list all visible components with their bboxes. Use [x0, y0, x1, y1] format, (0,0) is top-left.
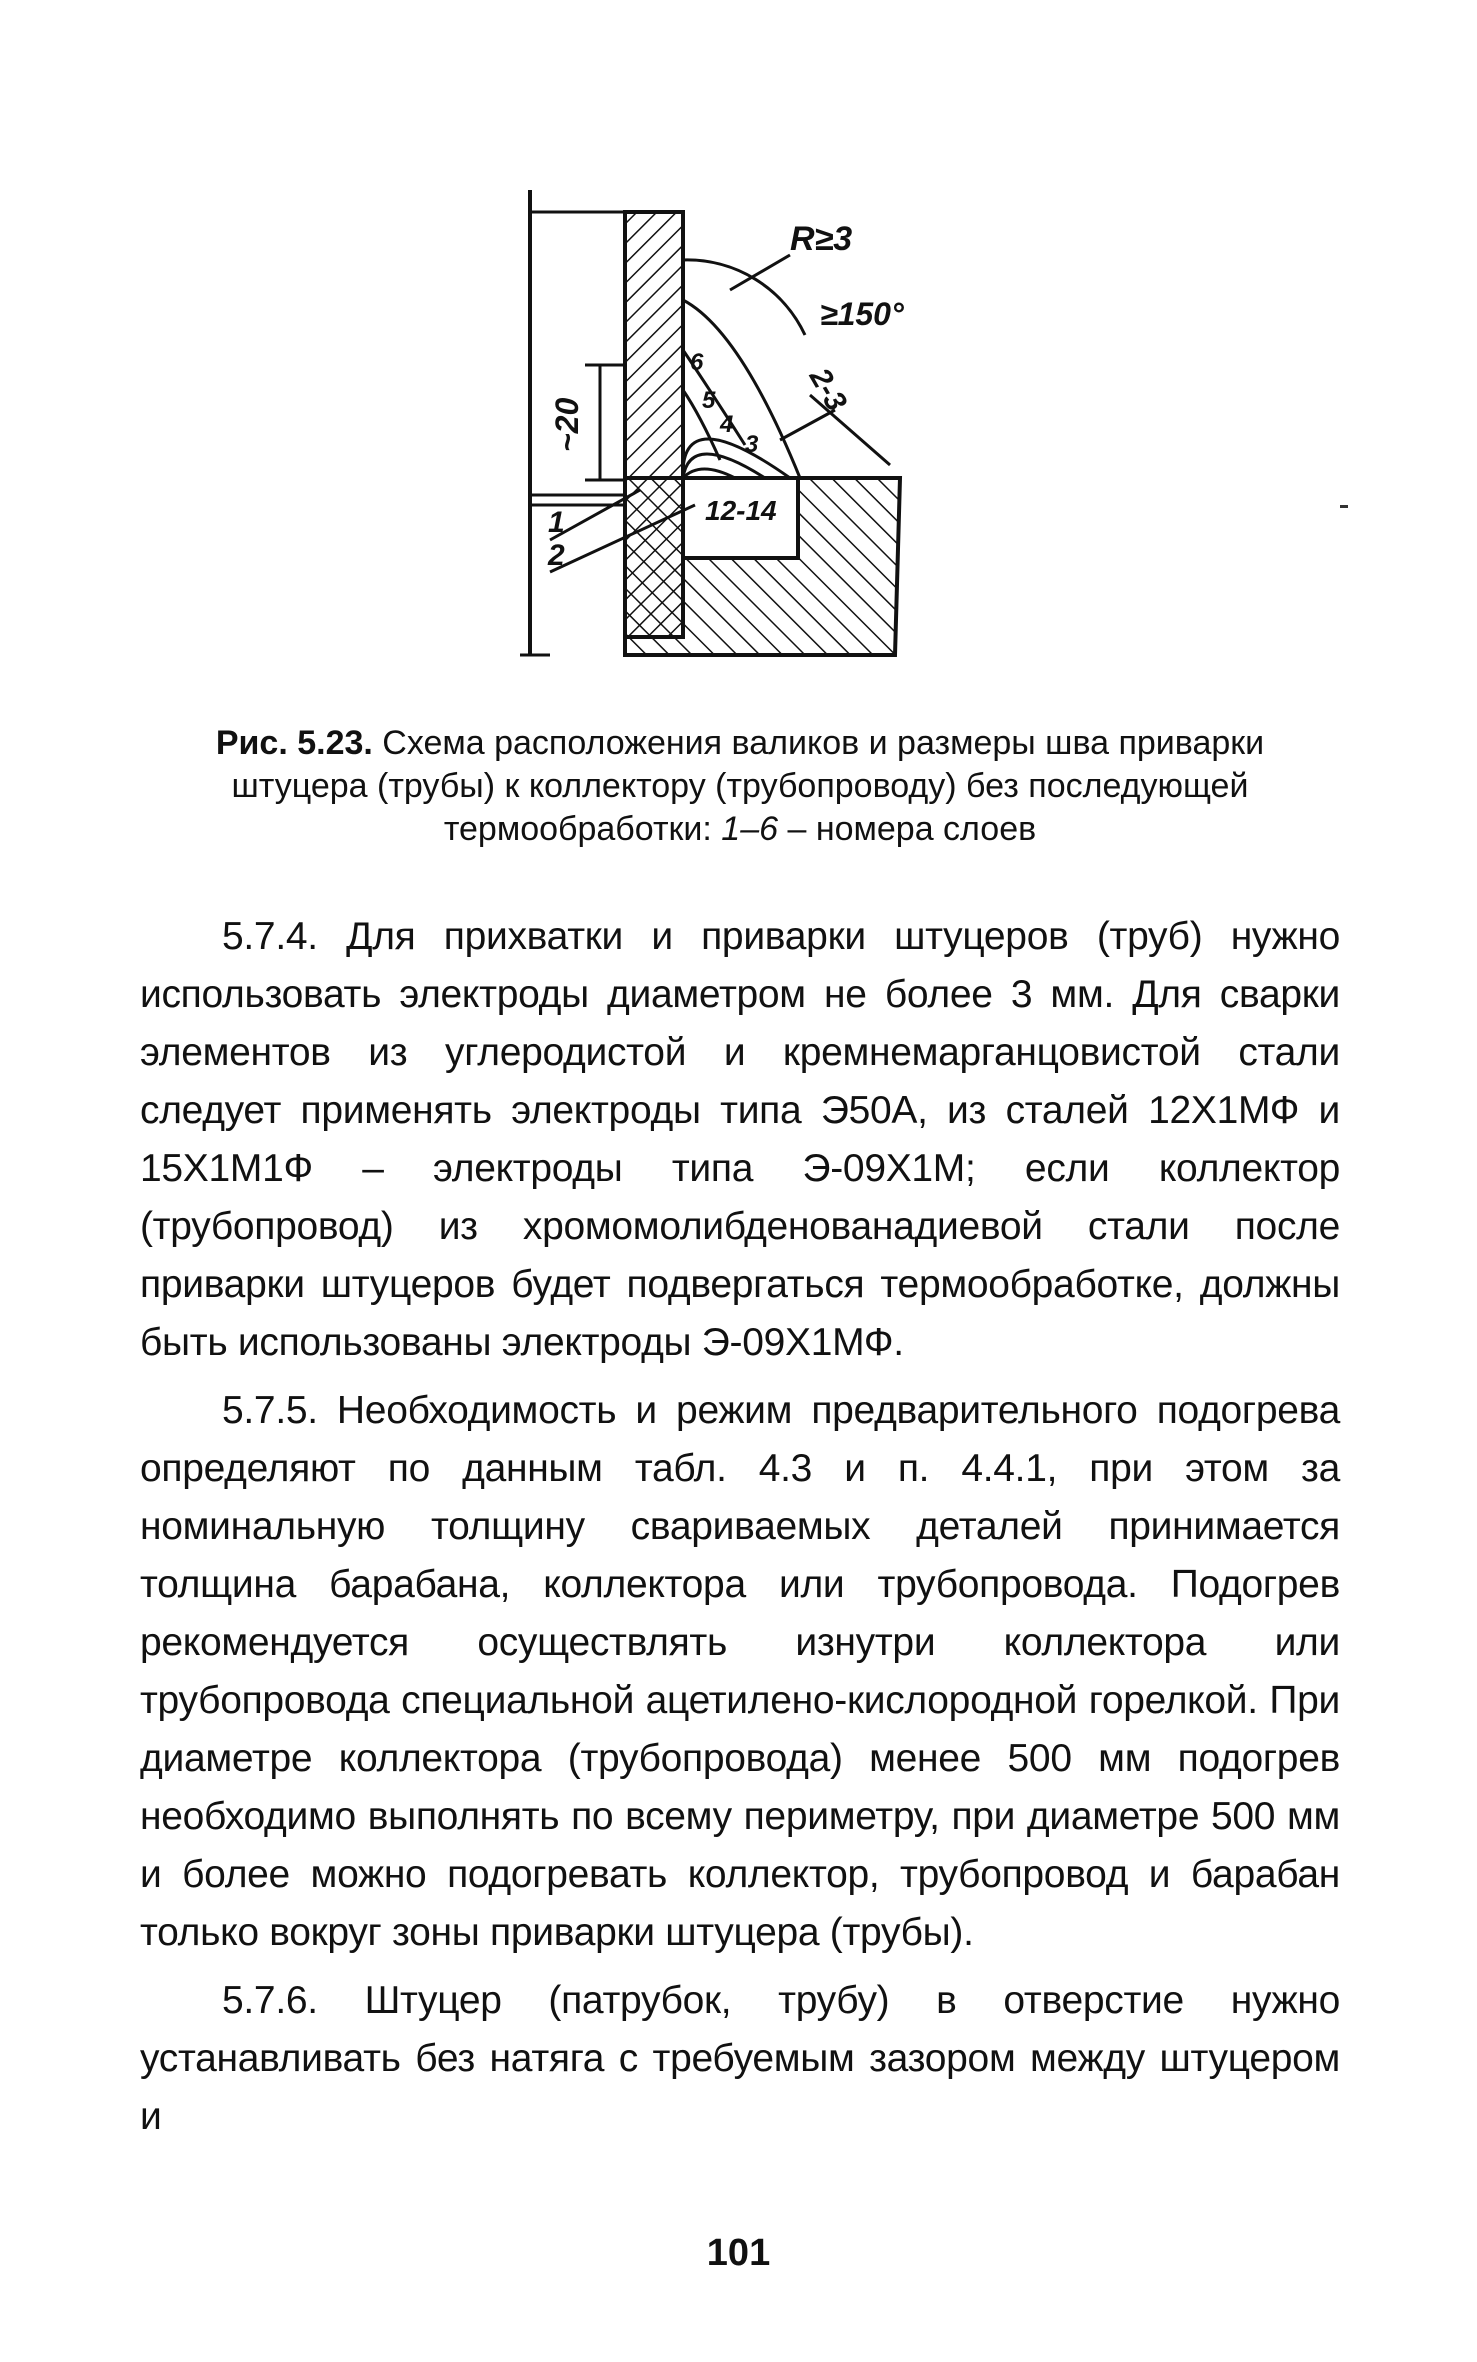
paragraph-5-7-5: 5.7.5. Необходимость и режим предварительного подогрева определяют по данным табл. 4.3 и п. 4.4.1, при этом за номинальную толщину свариваемых деталей принимается толщина барабана, коллектора или трубопровода. Подогрев рекомендуется осуществлять изнутри коллектора или трубопровода специальной ацетилено-кислородной горелкой. При диаметре коллектора (трубопровода) менее 500 мм подогрев необходимо выполнять по всему периметру, при диаметре 500 мм и более можно подогревать коллектор, трубопровод и барабан только вокруг зоны приварки штуцера (трубы).: [140, 1389, 1340, 1954]
depth-label: 12-14: [705, 495, 777, 526]
height-label: ~20: [549, 397, 585, 452]
caption-range: 1–6: [721, 810, 779, 848]
caption-text: Схема расположения валиков и размеры шва приварки штуцера (трубы) к коллектору (трубопроводу) без последующей термообработки:: [231, 724, 1265, 848]
margin-mark: [1340, 505, 1348, 508]
layer-6-label: 6: [690, 349, 704, 376]
layer-3-label: 3: [745, 431, 759, 458]
paragraph-5-7-4: 5.7.4. Для прихватки и приварки штуцеров (труб) нужно использовать электроды диаметром не более 3 мм. Для сварки элементов из углеродистой и кремнемарганцовистой стали следует применять электроды типа Э50А, из сталей 12Х1МФ и 15Х1М1Ф – электроды типа Э-09Х1М; если коллектор (трубопровод) из хромомолибденованадиевой стали после приварки штуцеров будет подвергаться термообработке, должны быть использованы электроды Э-09Х1МФ.: [140, 915, 1340, 1364]
paragraph-5-7-6: 5.7.6. Штуцер (патрубок, трубу) в отверстие нужно устанавливать без натяга с требуемым зазором между штуцером и: [140, 1979, 1340, 2138]
position-1-label: 1: [548, 506, 565, 539]
caption-tail: – номера слоев: [787, 810, 1037, 848]
body-text: [140, 908, 1340, 2156]
angle-label: ≥150°: [820, 296, 904, 332]
gap-label: 2-3: [802, 362, 854, 417]
radius-label: R≥3: [790, 220, 853, 258]
layer-5-label: 5: [702, 387, 716, 414]
position-2-label: 2: [548, 539, 565, 572]
layer-4-label: 4: [720, 411, 734, 438]
caption-label: Рис. 5.23.: [215, 724, 373, 762]
page-number: 101: [706, 2232, 771, 2274]
figure-caption: [210, 722, 1270, 851]
weld-diagram: [490, 160, 930, 680]
